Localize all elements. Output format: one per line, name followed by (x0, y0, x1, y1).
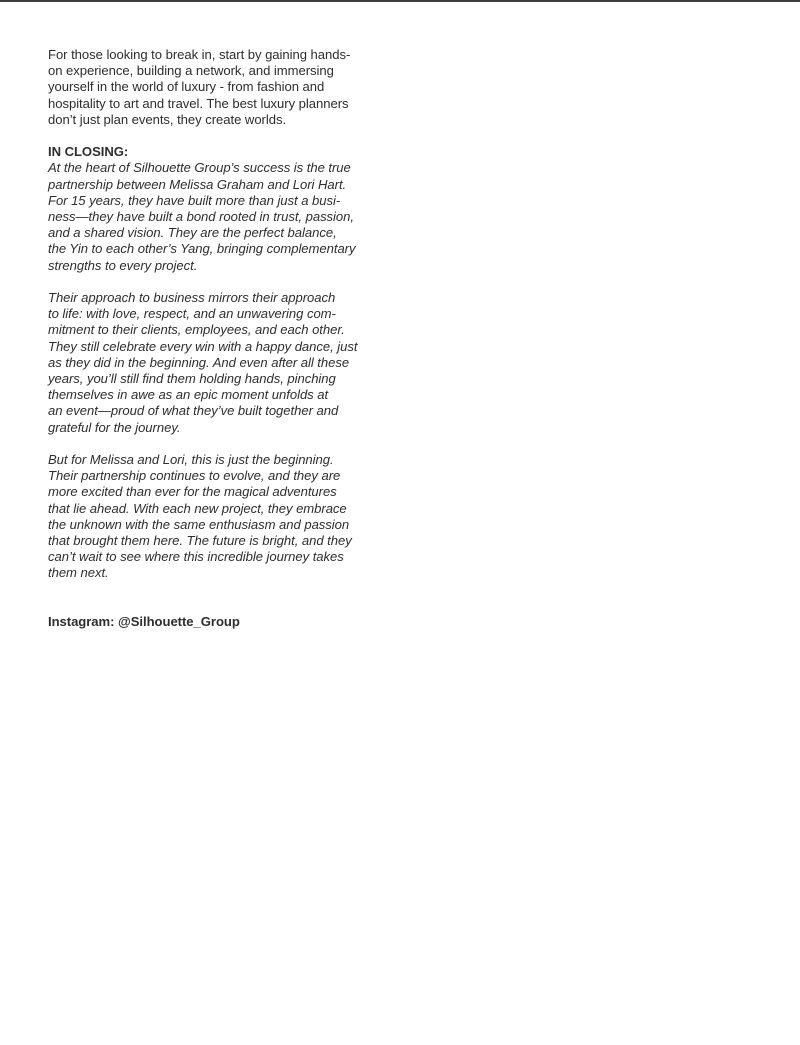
text-line: the Yin to each other’s Yang, bringing complementary (48, 241, 356, 257)
text-line: But for Melissa and Lori, this is just the beginning. (48, 452, 334, 468)
text-line: that brought them here. The future is bright, and they (48, 533, 352, 549)
text-line: years, you’ll still find them holding hands, pinching (48, 371, 336, 387)
closing-paragraph-3 (48, 452, 388, 582)
text-line: themselves in awe as an epic moment unfolds at (48, 387, 329, 403)
text-line: grateful for the journey. (48, 419, 181, 435)
text-line: yourself in the world of luxury - from fashion and (48, 79, 325, 95)
text-line: can’t wait to see where this incredible journey takes (48, 549, 344, 565)
article-column (48, 47, 388, 630)
text-line: and a shared vision. They are the perfect balance, (48, 225, 337, 241)
text-line: them next. (48, 565, 109, 581)
text-line: For those looking to break in, start by gaining hands- (48, 47, 351, 62)
text-line: an event—proud of what they’ve built together and (48, 403, 339, 419)
text-line: For 15 years, they have built more than just a busi- (48, 192, 341, 208)
closing-paragraph-1 (48, 144, 388, 274)
text-line: on experience, building a network, and immersing (48, 63, 334, 79)
section-heading: IN CLOSING: (48, 144, 129, 160)
text-line: mitment to their clients, employees, and each other. (48, 322, 345, 338)
text-line: as they did in the beginning. And even after all these (48, 354, 350, 370)
text-line: to life: with love, respect, and an unwavering com- (48, 306, 336, 322)
text-line: more excited than ever for the magical adventures (48, 484, 337, 500)
text-line: that lie ahead. With each new project, they embrace (48, 500, 347, 516)
text-line: ness—they have built a bond rooted in trust, passion, (48, 209, 354, 225)
text-line: Their approach to business mirrors their approach (48, 290, 336, 306)
text-line: Their partnership continues to evolve, and they are (48, 468, 341, 484)
text-line: strengths to every project. (48, 257, 198, 273)
text-line: the unknown with the same enthusiasm and passion (48, 516, 350, 532)
text-line: partnership between Melissa Graham and Lori Hart. (48, 176, 347, 192)
text-line: hospitality to art and travel. The best luxury planners (48, 95, 349, 111)
closing-paragraph-2 (48, 290, 388, 436)
text-line: They still celebrate every win with a happy dance, just (48, 338, 358, 354)
top-rule (0, 0, 800, 2)
text-line: At the heart of Silhouette Group’s success is the true (48, 160, 351, 176)
instagram-handle: Instagram: @Silhouette_Group (48, 614, 240, 630)
text-line: don’t just plan events, they create worlds. (48, 111, 287, 127)
intro-paragraph (48, 47, 388, 128)
